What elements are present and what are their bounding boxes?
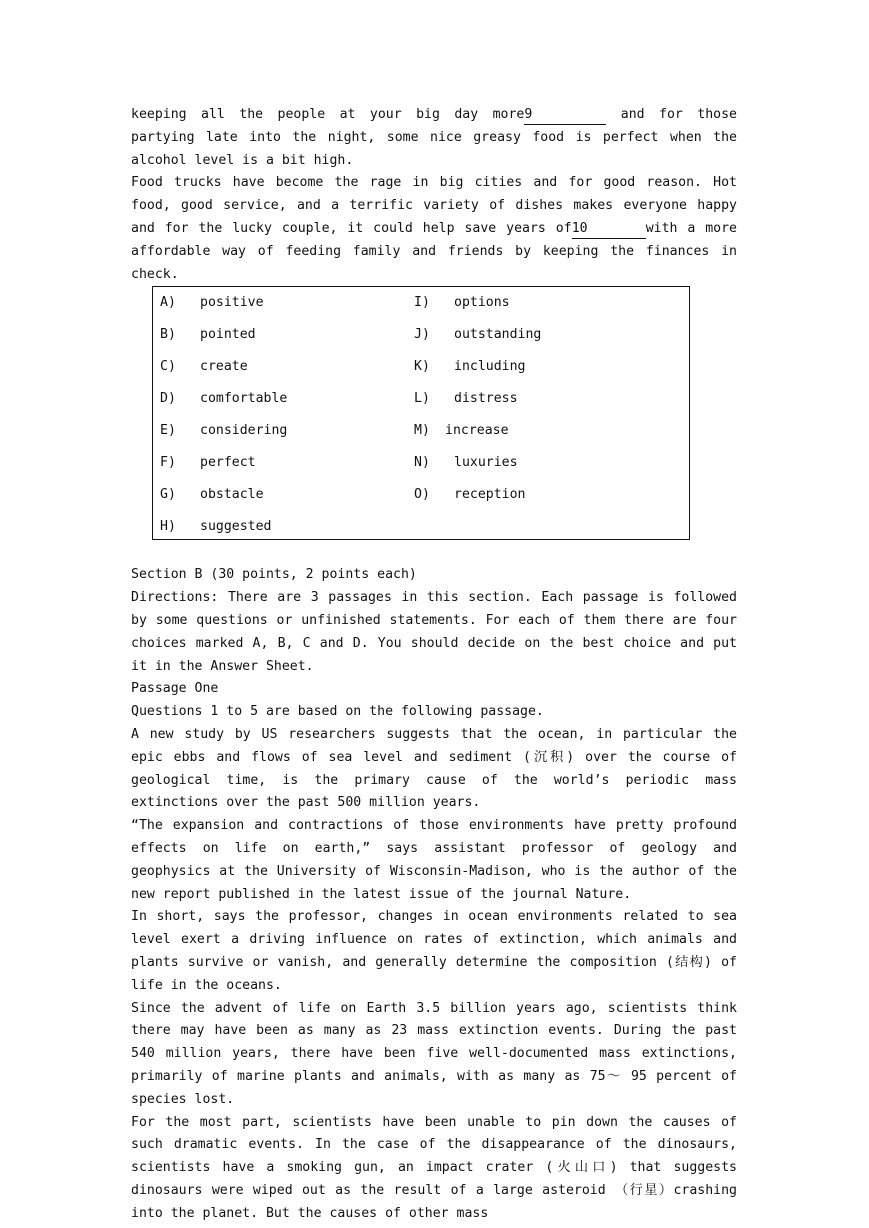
text-segment: keeping all the people at your big day more bbox=[131, 107, 525, 122]
option-word: suggested bbox=[200, 518, 272, 534]
word-option bbox=[414, 453, 541, 485]
word-bank-right-column bbox=[414, 293, 541, 516]
option-letter: M) bbox=[414, 422, 430, 438]
option-word: increase bbox=[445, 422, 509, 438]
option-letter: C) bbox=[160, 359, 176, 375]
word-bank-box bbox=[152, 286, 690, 540]
option-letter: F) bbox=[160, 454, 176, 470]
passage-paragraph: Since the advent of life on Earth 3.5 billion years ago, scientists think there may have been as many as 23 mass extinction events. During the past 540 million years, there have been five well-documented mass extinctions, primarily of marine plants and animals, with as many as 75～ 95 percent of species lost. bbox=[131, 1000, 737, 1107]
section-b-heading: Section B (30 points, 2 points each) bbox=[131, 567, 417, 583]
option-letter: N) bbox=[414, 454, 430, 470]
option-word: options bbox=[454, 295, 510, 311]
option-letter: D) bbox=[160, 391, 176, 407]
word-option bbox=[414, 485, 541, 517]
option-letter: I) bbox=[414, 295, 430, 311]
word-option bbox=[160, 357, 287, 389]
option-word: perfect bbox=[200, 454, 256, 470]
option-word: comfortable bbox=[200, 391, 288, 407]
word-option bbox=[160, 325, 287, 357]
word-option bbox=[414, 293, 541, 325]
passage-paragraph: For the most part, scientists have been unable to pin down the causes of such dramatic events. In the case of the disappearance of the dinosaurs, scientists have a smoking gun, an impact crater (火山口) that suggests dinosaurs were wiped out as the result of a large asteroid （行星）crashing into the planet. But the causes of other mass bbox=[131, 1114, 737, 1221]
passage-paragraph: “The expansion and contractions of those environments have pretty profound effects on life on earth,” says assistant professor of geology and geophysics at the University of Wisconsin-Madison, who is the author of the new report published in the latest issue of the journal Nature. bbox=[131, 818, 737, 902]
option-letter: E) bbox=[160, 422, 176, 438]
text-segment: Food trucks have become the rage in big cities and for good reason. Hot food, good service, and a terrific variety of dishes makes everyone happy and for the lucky couple, it could help save years of bbox=[131, 175, 737, 236]
option-word: outstanding bbox=[454, 327, 542, 343]
option-letter: A) bbox=[160, 295, 176, 311]
option-word: including bbox=[454, 359, 526, 375]
option-letter: J) bbox=[414, 327, 430, 343]
option-word: positive bbox=[200, 295, 264, 311]
word-option bbox=[414, 357, 541, 389]
option-letter: B) bbox=[160, 327, 176, 343]
word-option bbox=[414, 389, 541, 421]
option-word: create bbox=[200, 359, 248, 375]
option-letter: H) bbox=[160, 518, 176, 534]
word-option bbox=[160, 453, 287, 485]
option-letter: O) bbox=[414, 486, 430, 502]
word-option bbox=[160, 389, 287, 421]
word-option bbox=[160, 485, 287, 517]
text-segment: and for those partying late into the night, some nice greasy food is perfect when the alcohol level is a bit high. bbox=[131, 107, 737, 168]
word-option bbox=[414, 421, 541, 453]
word-bank-left-column bbox=[160, 293, 287, 548]
option-word: considering bbox=[200, 422, 288, 438]
option-word: reception bbox=[454, 486, 526, 502]
word-option bbox=[160, 517, 287, 549]
option-word: distress bbox=[454, 391, 518, 407]
document-page bbox=[131, 104, 737, 1225]
passage-paragraph: In short, says the professor, changes in ocean environments related to sea level exert a driving influence on rates of extinction, which animals and plants survive or vanish, and generally determine the composition (结构) of life in the oceans. bbox=[131, 909, 737, 993]
option-word: pointed bbox=[200, 327, 256, 343]
blank-10: 10 bbox=[572, 220, 646, 239]
passage-title: Passage One bbox=[131, 681, 219, 697]
text-segment: with a more affordable way of feeding family and friends by keeping the finances in check. bbox=[131, 220, 737, 282]
paragraph-food-trucks bbox=[131, 172, 737, 286]
paragraph-wedding-crowd bbox=[131, 104, 737, 172]
blank-9: 9 bbox=[524, 106, 606, 125]
questions-note: Questions 1 to 5 are based on the following passage. bbox=[131, 704, 544, 720]
option-word: obstacle bbox=[200, 486, 264, 502]
passage-paragraph: A new study by US researchers suggests that the ocean, in particular the epic ebbs and flows of sea level and sediment (沉积) over the course of geological time, is the primary cause of the world’s periodic mass extinctions over the past 500 million years. bbox=[131, 726, 737, 811]
word-option bbox=[160, 421, 287, 453]
word-option bbox=[160, 293, 287, 325]
option-word: luxuries bbox=[454, 454, 518, 470]
option-letter: L) bbox=[414, 391, 430, 407]
option-letter: G) bbox=[160, 486, 176, 502]
option-letter: K) bbox=[414, 359, 430, 375]
word-option bbox=[414, 325, 541, 357]
section-b-directions: Directions: There are 3 passages in this section. Each passage is followed by some questions or unfinished statements. For each of them there are four choices marked A, B, C and D. You should decide on the best choice and put it in the Answer Sheet. bbox=[131, 590, 737, 674]
